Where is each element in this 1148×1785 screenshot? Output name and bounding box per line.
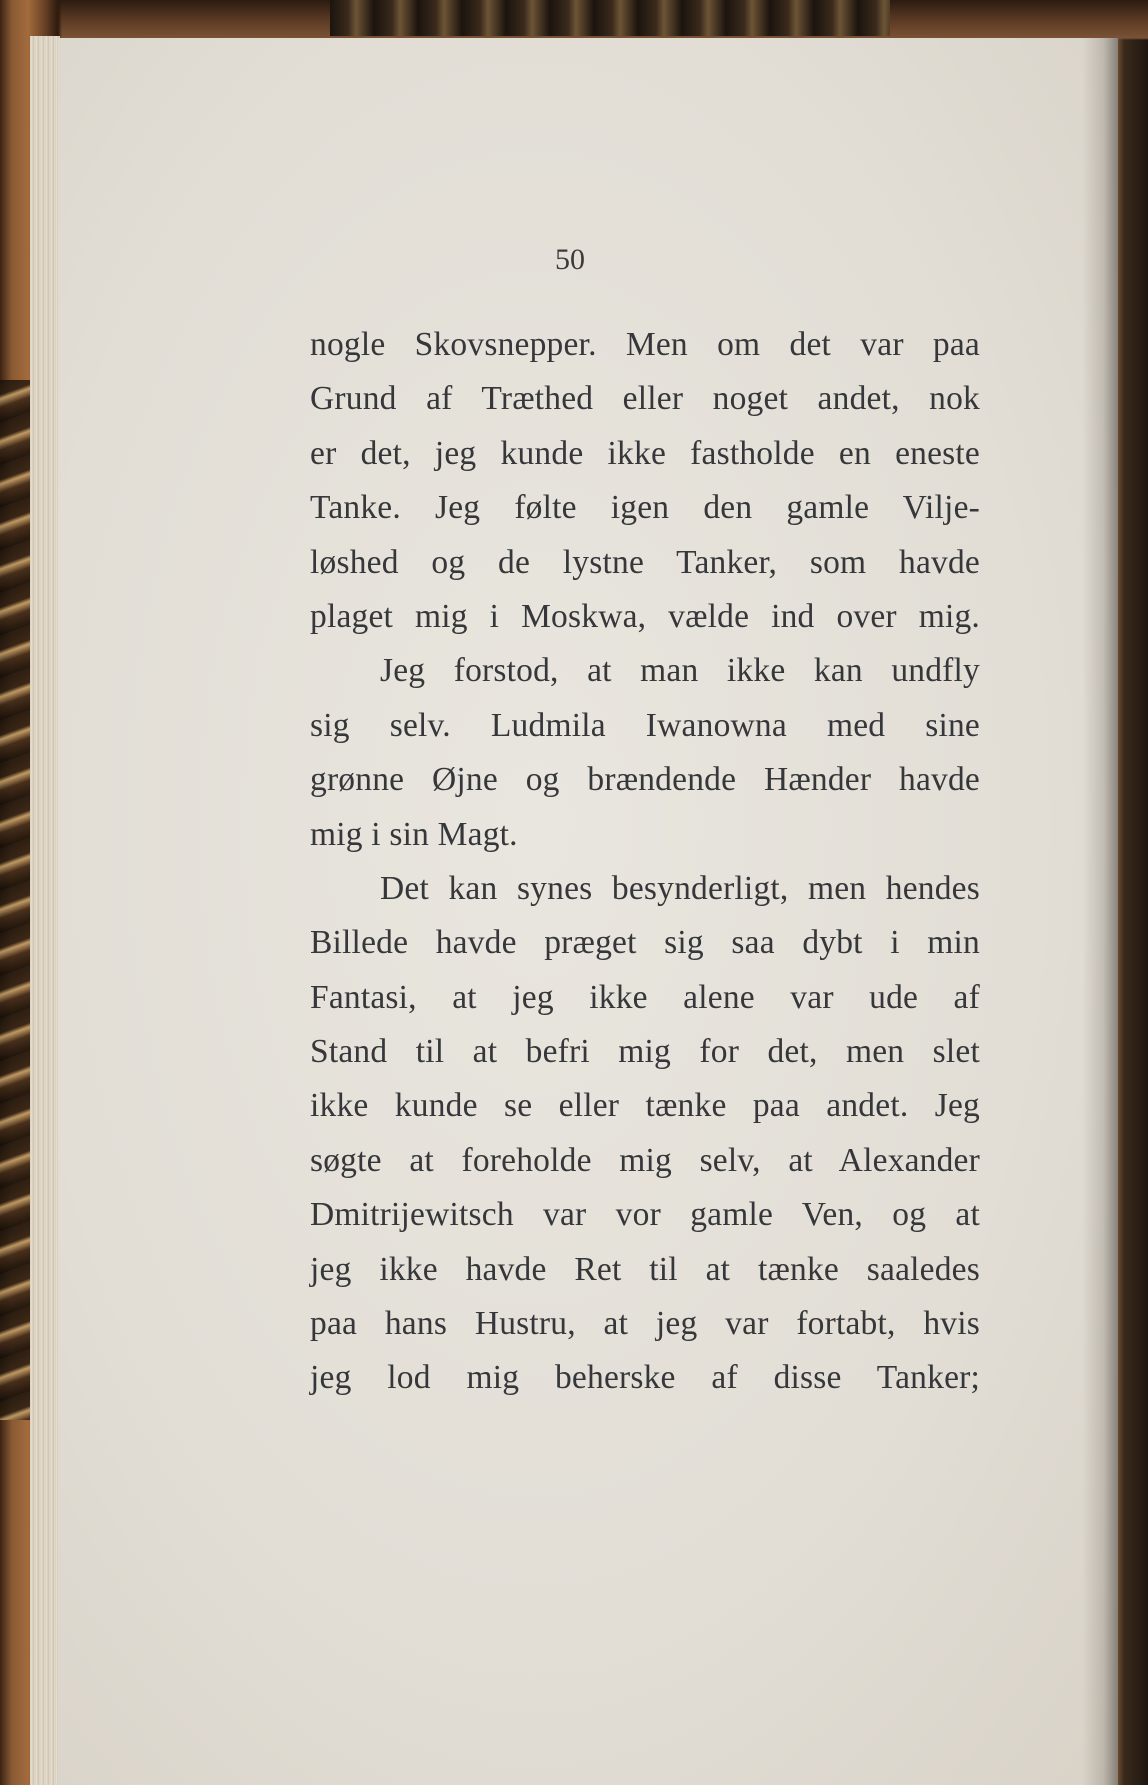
text-line: mig i sin Magt. bbox=[310, 815, 518, 853]
text-line: Grund af Træthed eller noget andet, nok bbox=[310, 380, 980, 418]
text-line: Jeg forstod, at man ikke kan undfly bbox=[380, 652, 980, 690]
text-line: jeg ikke havde Ret til at tænke saaledes bbox=[310, 1250, 980, 1288]
text-line: løshed og de lystne Tanker, som havde bbox=[310, 543, 980, 581]
paragraph bbox=[310, 862, 980, 1406]
text-line: nogle Skovsnepper. Men om det var paa bbox=[310, 326, 980, 363]
cover-top-strip bbox=[330, 0, 890, 36]
text-line: søgte at foreholde mig selv, at Alexander bbox=[310, 1141, 980, 1179]
body-text bbox=[310, 318, 980, 1406]
page-edges bbox=[30, 36, 60, 1785]
paragraph bbox=[310, 318, 980, 644]
text-line: Tanke. Jeg følte igen den gamle Vilje- bbox=[310, 489, 980, 527]
text-line: Det kan synes besynderligt, men hendes bbox=[380, 869, 980, 907]
text-line: grønne Øjne og brændende Hænder havde bbox=[310, 761, 980, 799]
text-line: jeg lod mig beherske af disse Tanker; bbox=[310, 1359, 980, 1397]
page-number: 50 bbox=[555, 243, 585, 276]
text-line: ikke kunde se eller tænke paa andet. Jeg bbox=[310, 1087, 980, 1125]
paragraph bbox=[310, 644, 980, 862]
text-line: plaget mig i Moskwa, vælde ind over mig. bbox=[310, 597, 980, 635]
page-gutter-shadow bbox=[1082, 38, 1118, 1785]
text-line: paa hans Hustru, at jeg var fortabt, hvis bbox=[310, 1305, 980, 1343]
text-line: sig selv. Ludmila Iwanowna med sine bbox=[310, 706, 980, 744]
text-line: Billede havde præget sig saa dybt i min bbox=[310, 924, 980, 962]
marbled-endpaper bbox=[0, 380, 30, 1420]
text-line: er det, jeg kunde ikke fastholde en eneste bbox=[310, 434, 980, 472]
text-line: Fantasi, at jeg ikke alene var ude af bbox=[310, 978, 980, 1016]
text-line: Dmitrijewitsch var vor gamle Ven, og at bbox=[310, 1196, 980, 1234]
text-line: Stand til at befri mig for det, men slet bbox=[310, 1033, 980, 1071]
